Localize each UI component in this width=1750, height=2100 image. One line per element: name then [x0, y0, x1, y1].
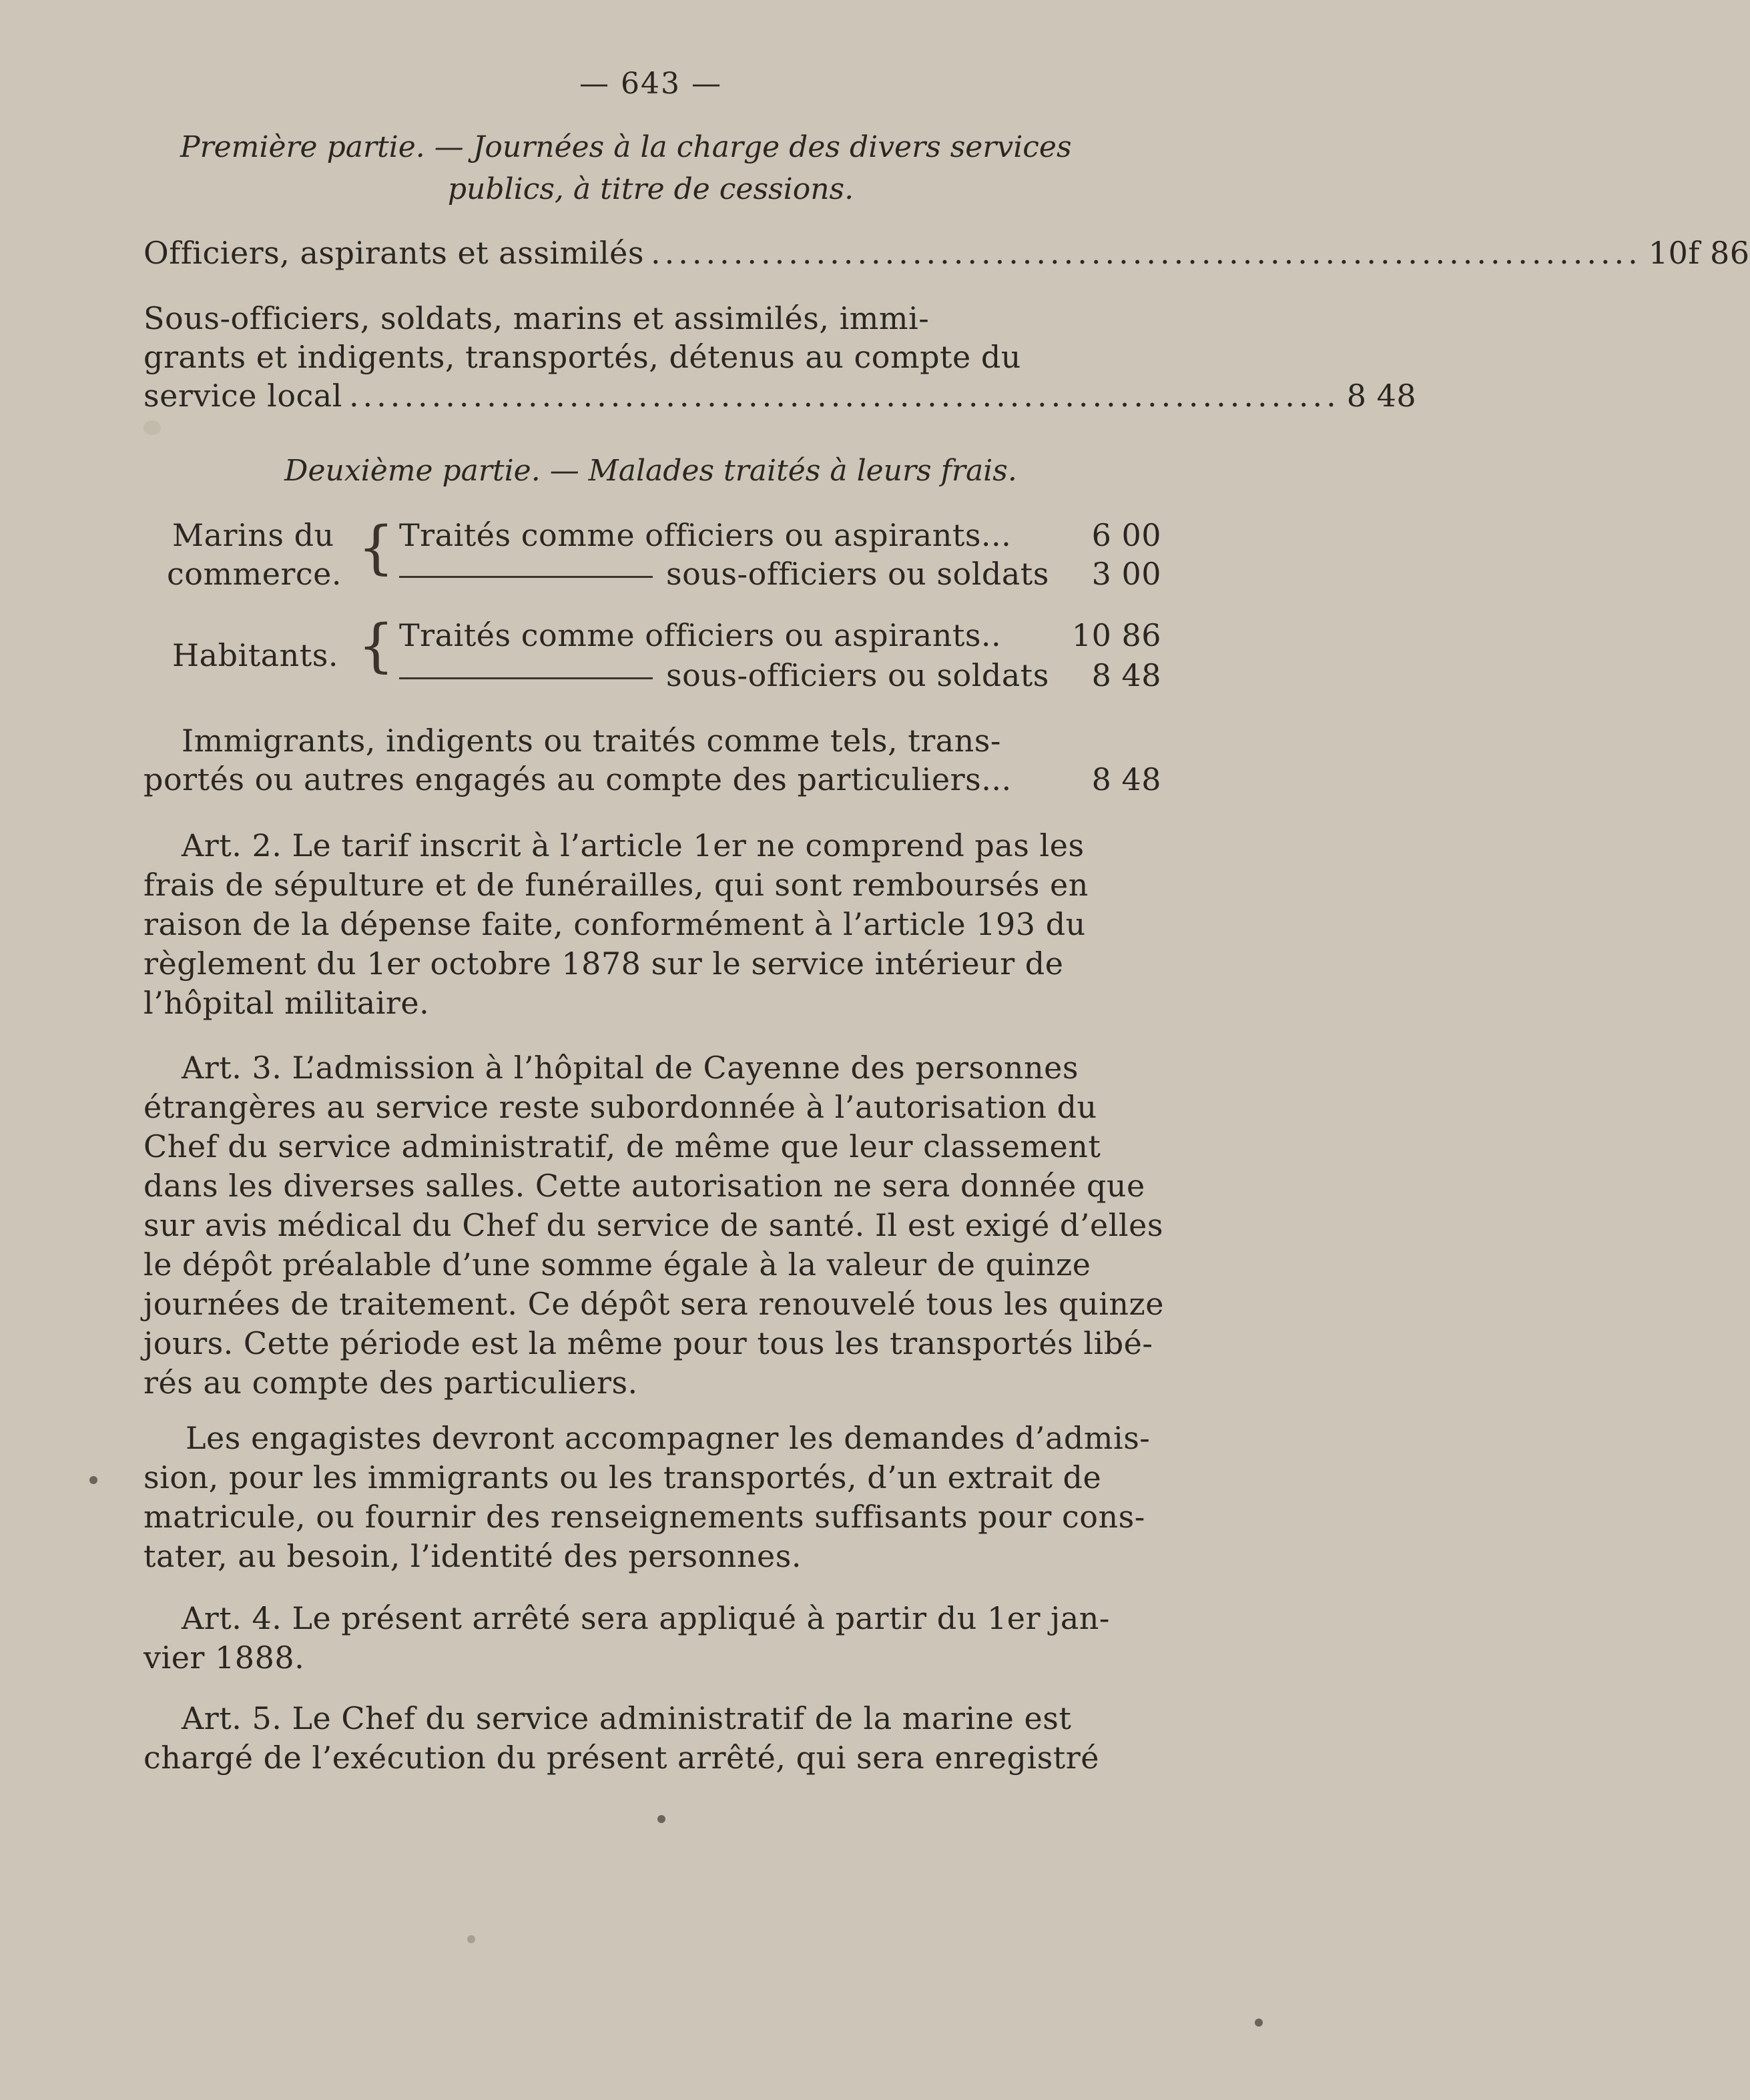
row-value: 8 48 [1091, 657, 1161, 693]
engagistes-line: sion, pour les immigrants ou les transportés, d’un extrait de [143, 1459, 1102, 1495]
art3-line: Art. 3. L’admission à l’hôpital de Cayenne des personnes [182, 1050, 1079, 1086]
ink-speck [1255, 2019, 1263, 2027]
row-value: 10f 86 [1648, 235, 1750, 271]
part2-title: Deuxième partie. — Malades traités à leurs frais. [284, 454, 1017, 488]
row-value: 10 86 [1071, 617, 1161, 653]
part1-title-line1: Première partie. — Journées à la charge des divers services [180, 130, 1072, 164]
row-label: Officiers, aspirants et assimilés [143, 235, 645, 271]
ditto-rule [399, 677, 653, 679]
art2-line: frais de sépulture et de funérailles, qui sont remboursés en [143, 867, 1089, 903]
group-label-marins-line1: Marins du [172, 517, 334, 553]
row-label: sous-officiers ou soldats [666, 657, 1049, 693]
art3-line: journées de traitement. Ce dépôt sera renouvelé tous les quinze [143, 1286, 1164, 1322]
habitants-row-sous-officiers [399, 657, 1161, 693]
art5-line: chargé de l’exécution du présent arrêté, qui sera enregistré [143, 1740, 1099, 1776]
engagistes-line: tater, au besoin, l’identité des personnes. [143, 1538, 802, 1574]
row-sous-officiers-line1: Sous-officiers, soldats, marins et assimilés, immi- [143, 300, 930, 336]
row-value: 3 00 [1091, 556, 1161, 592]
art3-line: dans les diverses salles. Cette autorisation ne sera donnée que [143, 1168, 1145, 1204]
paper-stain [143, 420, 161, 435]
engagistes-line: Les engagistes devront accompagner les demandes d’admis- [186, 1420, 1151, 1456]
art3-line: étrangères au service reste subordonnée à l’autorisation du [143, 1089, 1097, 1125]
art3-line: le dépôt préalable d’une somme égale à la valeur de quinze [143, 1247, 1091, 1283]
row-value: 8 48 [1091, 761, 1161, 797]
art3-line: jours. Cette période est la même pour tous les transportés libé- [143, 1325, 1153, 1361]
art2-line: l’hôpital militaire. [143, 985, 430, 1021]
row-value: 6 00 [1091, 517, 1161, 553]
art2-line: règlement du 1er octobre 1878 sur le service intérieur de [143, 946, 1064, 982]
row-value: 8 48 [1346, 378, 1417, 414]
immigrants-line2 [143, 761, 1161, 797]
marins-row-officiers [399, 517, 1161, 553]
leader-dots: ........................................................................ [651, 235, 1642, 271]
row-label: Traités comme officiers ou aspirants... [399, 517, 1012, 553]
art3-line: sur avis médical du Chef du service de santé. Il est exigé d’elles [143, 1207, 1163, 1243]
ink-speck [467, 1935, 475, 1943]
art4-line: vier 1888. [143, 1640, 305, 1676]
art4-line: Art. 4. Le présent arrêté sera appliqué à partir du 1er jan- [182, 1600, 1110, 1636]
art2-line: Art. 2. Le tarif inscrit à l’article 1er ne comprend pas les [182, 827, 1085, 863]
ditto-rule [399, 576, 653, 578]
page-number: — 643 — [579, 67, 722, 101]
group-label-habitants: Habitants. [172, 637, 338, 673]
ink-speck [89, 1476, 97, 1484]
art2-line: raison de la dépense faite, conformément à l’article 193 du [143, 906, 1086, 942]
art3-line: Chef du service administratif, de même que leur classement [143, 1128, 1101, 1164]
ink-speck [657, 1815, 665, 1823]
marins-row-sous-officiers [399, 556, 1161, 592]
row-sous-officiers-line3 [143, 378, 1417, 414]
leader-dots: ........................................................................ [348, 378, 1340, 414]
habitants-row-officiers [399, 617, 1161, 653]
art3-line: rés au compte des particuliers. [143, 1365, 638, 1401]
row-label: sous-officiers ou soldats [666, 556, 1049, 592]
row-sous-officiers-line2: grants et indigents, transportés, détenus au compte du [143, 339, 1021, 375]
row-label: Traités comme officiers ou aspirants.. [399, 617, 1002, 653]
row-label: service local [143, 378, 342, 414]
brace-habitants: { [358, 613, 394, 679]
row-label: portés ou autres engagés au compte des particuliers... [143, 761, 1012, 797]
engagistes-line: matricule, ou fournir des renseignements suffisants pour cons- [143, 1499, 1145, 1535]
immigrants-line1: Immigrants, indigents ou traités comme tels, trans- [182, 723, 1001, 759]
part1-title-line2: publics, à titre de cessions. [447, 172, 854, 206]
row-officiers [143, 235, 1750, 271]
art5-line: Art. 5. Le Chef du service administratif de la marine est [182, 1700, 1072, 1736]
brace-marins: { [358, 514, 394, 581]
group-label-marins-line2: commerce. [167, 556, 342, 592]
